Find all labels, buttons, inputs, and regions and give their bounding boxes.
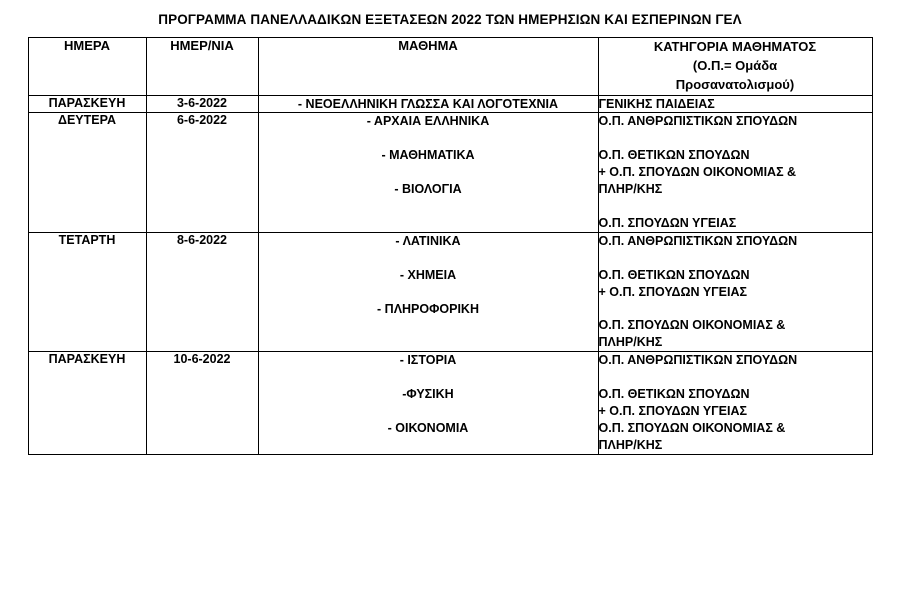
category-line: ΓΕΝΙΚΗΣ ΠΑΙΔΕΙΑΣ xyxy=(598,96,715,111)
category-line: Ο.Π. ΘΕΤΙΚΩΝ ΣΠΟΥΔΩΝ xyxy=(598,267,750,282)
category-line: ΠΛΗΡ/ΚΗΣ xyxy=(598,335,663,350)
table-row xyxy=(28,352,872,454)
cell-date: 3-6-2022 xyxy=(146,95,258,113)
cell-date: 6-6-2022 xyxy=(146,113,258,232)
table-body xyxy=(28,95,872,454)
subject-line: - ΛΑΤΙΝΙΚΑ xyxy=(395,233,461,248)
header-day: ΗΜΕΡΑ xyxy=(28,38,146,96)
category-line: Ο.Π. ΣΠΟΥΔΩΝ ΟΙΚΟΝΟΜΙΑΣ & xyxy=(598,318,786,333)
subject-line: - ΜΑΘΗΜΑΤΙΚΑ xyxy=(381,148,475,163)
table-header-row xyxy=(28,38,872,96)
category-line: Ο.Π. ΑΝΘΡΩΠΙΣΤΙΚΩΝ ΣΠΟΥΔΩΝ xyxy=(598,353,798,368)
cell-subjects xyxy=(258,232,598,351)
category-line: Ο.Π. ΣΠΟΥΔΩΝ ΟΙΚΟΝΟΜΙΑΣ & xyxy=(598,420,786,435)
exam-schedule-table xyxy=(28,37,873,455)
table-row xyxy=(28,232,872,351)
page-title: ΠΡΟΓΡΑΜΜΑ ΠΑΝΕΛΛΑΔΙΚΩΝ ΕΞΕΤΑΣΕΩΝ 2022 ΤΩΝ ΗΜΕΡΗΣΙΩΝ ΚΑΙ ΕΣΠΕΡΙΝΩΝ ΓΕΛ xyxy=(158,12,742,27)
header-category-line-3: Προσανατολισμού) xyxy=(675,76,795,92)
category-line: + Ο.Π. ΣΠΟΥΔΩΝ ΥΓΕΙΑΣ xyxy=(598,284,748,299)
category-line: Ο.Π. ΘΕΤΙΚΩΝ ΣΠΟΥΔΩΝ xyxy=(598,148,750,163)
cell-day: ΔΕΥΤΕΡΑ xyxy=(28,113,146,232)
cell-day: ΠΑΡΑΣΚΕΥΗ xyxy=(28,352,146,454)
subject-line: - ΟΙΚΟΝΟΜΙΑ xyxy=(387,420,469,435)
subject-line: - ΙΣΤΟΡΙΑ xyxy=(399,353,457,368)
subject-line: - ΒΙΟΛΟΓΙΑ xyxy=(394,182,462,197)
table-header xyxy=(28,38,872,96)
header-category-line-2: (Ο.Π.= Ομάδα xyxy=(692,57,778,73)
cell-categories xyxy=(598,232,872,351)
category-line: + Ο.Π. ΣΠΟΥΔΩΝ ΟΙΚΟΝΟΜΙΑΣ & xyxy=(598,165,797,180)
cell-subjects xyxy=(258,95,598,113)
category-line: ΠΛΗΡ/ΚΗΣ xyxy=(598,437,663,452)
category-line: + Ο.Π. ΣΠΟΥΔΩΝ ΥΓΕΙΑΣ xyxy=(598,403,748,418)
cell-subjects xyxy=(258,352,598,454)
cell-categories xyxy=(598,113,872,232)
cell-categories xyxy=(598,95,872,113)
category-line: ΠΛΗΡ/ΚΗΣ xyxy=(598,182,663,197)
category-line: Ο.Π. ΘΕΤΙΚΩΝ ΣΠΟΥΔΩΝ xyxy=(598,387,750,402)
table-row xyxy=(28,113,872,232)
category-line: Ο.Π. ΑΝΘΡΩΠΙΣΤΙΚΩΝ ΣΠΟΥΔΩΝ xyxy=(598,233,798,248)
subject-line: - ΑΡΧΑΙΑ ΕΛΛΗΝΙΚΑ xyxy=(366,114,490,129)
cell-day: ΤΕΤΑΡΤΗ xyxy=(28,232,146,351)
subject-line: - ΝΕΟΕΛΛΗΝΙΚΗ ΓΛΩΣΣΑ ΚΑΙ ΛΟΓΟΤΕΧΝΙΑ xyxy=(297,96,559,111)
header-date: ΗΜΕΡ/ΝΙΑ xyxy=(146,38,258,96)
cell-date: 8-6-2022 xyxy=(146,232,258,351)
category-line: Ο.Π. ΣΠΟΥΔΩΝ ΥΓΕΙΑΣ xyxy=(598,215,737,230)
cell-day: ΠΑΡΑΣΚΕΥΗ xyxy=(28,95,146,113)
header-category xyxy=(598,38,872,96)
header-subject: ΜΑΘΗΜΑ xyxy=(258,38,598,96)
cell-subjects xyxy=(258,113,598,232)
subject-line: - ΧΗΜΕΙΑ xyxy=(399,267,457,282)
header-category-line-1: ΚΑΤΗΓΟΡΙΑ ΜΑΘΗΜΑΤΟΣ xyxy=(653,39,817,54)
subject-line: -ΦΥΣΙΚΗ xyxy=(402,387,454,402)
cell-date: 10-6-2022 xyxy=(146,352,258,454)
subject-line: - ΠΛΗΡΟΦΟΡΙΚΗ xyxy=(377,301,479,316)
table-row xyxy=(28,95,872,113)
category-line: Ο.Π. ΑΝΘΡΩΠΙΣΤΙΚΩΝ ΣΠΟΥΔΩΝ xyxy=(598,114,798,129)
cell-categories xyxy=(598,352,872,454)
